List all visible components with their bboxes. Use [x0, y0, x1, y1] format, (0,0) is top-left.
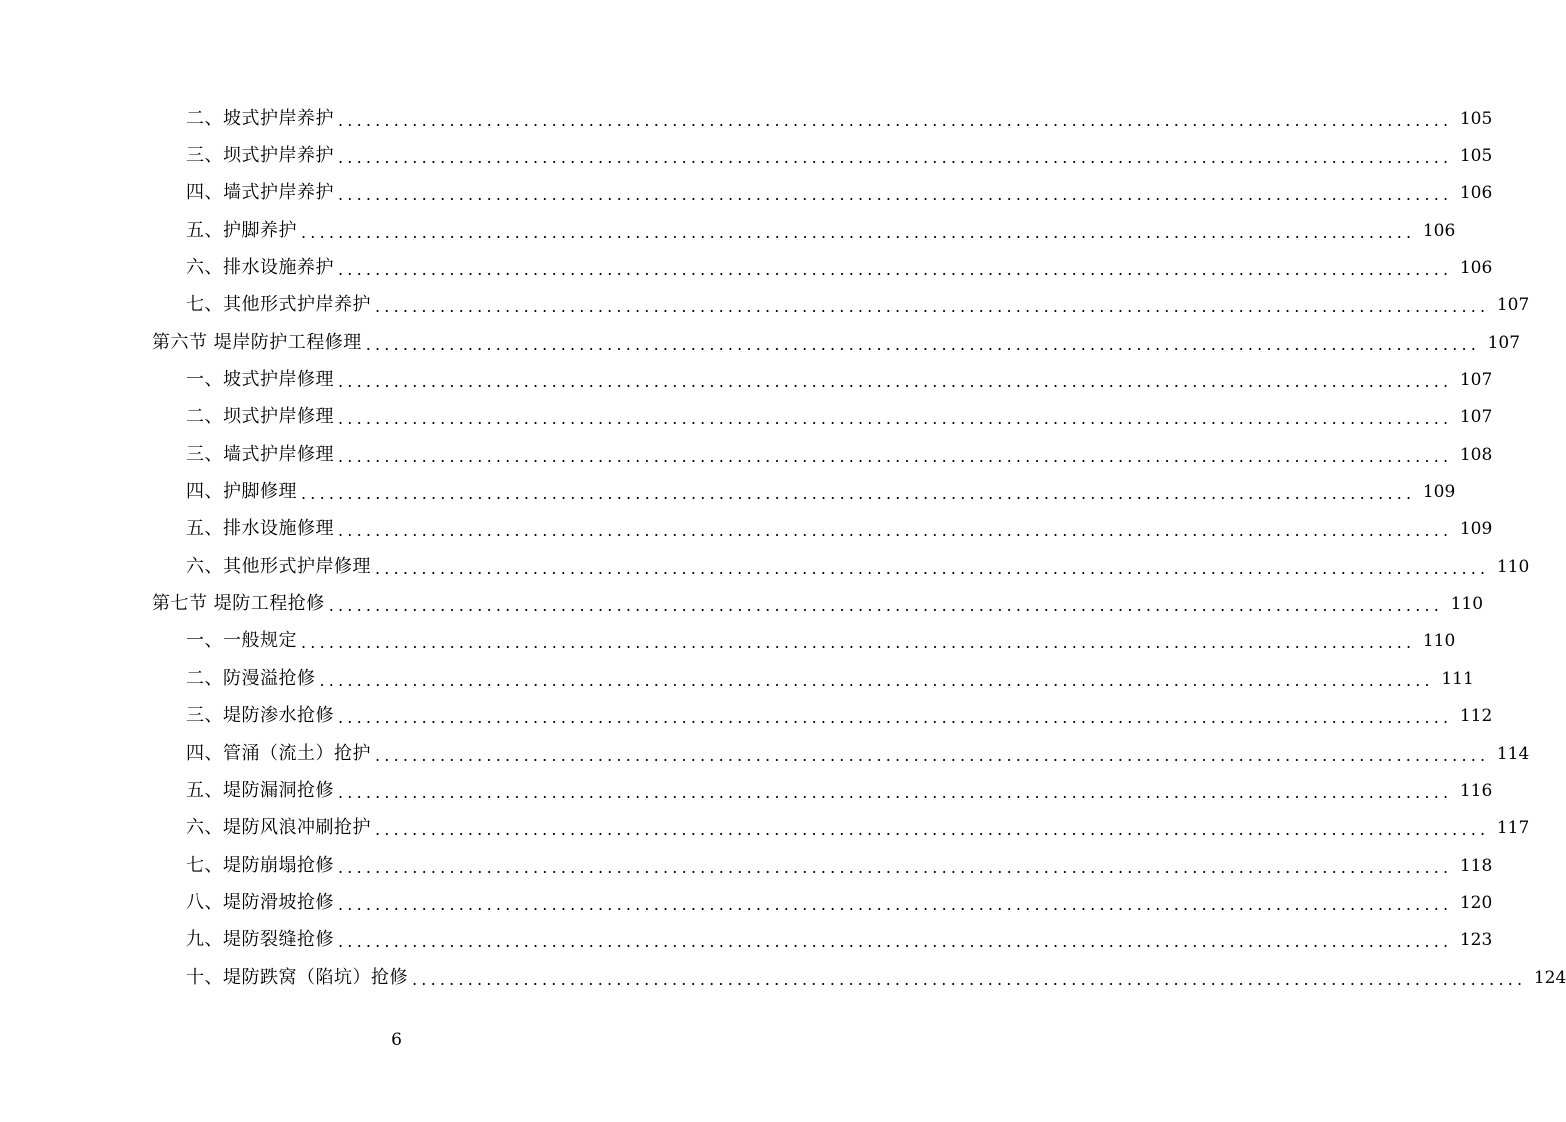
toc-entry-title: 七、其他形式护岸养护 [186, 294, 371, 316]
toc-entry[interactable] [0, 361, 1493, 398]
toc-dot-leader: ........................................................................................................................ [375, 820, 1490, 840]
toc-dot-leader: ........................................................................................................................ [375, 745, 1490, 765]
toc-dot-leader: ........................................................................................................................ [338, 708, 1453, 728]
toc-entry[interactable] [0, 473, 1456, 510]
toc-entry-title: 四、墙式护岸养护 [186, 182, 334, 204]
toc-entry[interactable] [0, 772, 1493, 809]
toc-entry-title: 九、堤防裂缝抢修 [186, 929, 334, 951]
toc-entry[interactable] [0, 959, 1566, 996]
toc-entry-title: 第七节 堤防工程抢修 [152, 593, 325, 615]
toc-entry[interactable] [0, 660, 1474, 697]
toc-entry-page: 123 [1459, 930, 1493, 951]
toc-dot-leader: ........................................................................................................................ [338, 857, 1453, 877]
toc-entry-title: 六、其他形式护岸修理 [186, 555, 371, 577]
toc-section-entry[interactable] [0, 585, 1484, 622]
table-of-contents [0, 100, 1566, 996]
toc-entry[interactable] [0, 212, 1456, 249]
toc-dot-leader: ........................................................................................................................ [301, 484, 1416, 504]
toc-entry[interactable] [0, 511, 1493, 548]
toc-entry-title: 八、堤防滑坡抢修 [186, 891, 334, 913]
toc-entry-page: 109 [1422, 482, 1456, 503]
toc-dot-leader: ........................................................................................................................ [375, 297, 1490, 317]
toc-entry-page: 106 [1459, 183, 1493, 204]
toc-dot-leader: ........................................................................................................................ [301, 633, 1416, 653]
toc-entry-page: 110 [1422, 631, 1456, 652]
toc-entry[interactable] [0, 847, 1493, 884]
toc-entry-title: 三、堤防渗水抢修 [186, 705, 334, 727]
toc-entry-title: 七、堤防崩塌抢修 [186, 854, 334, 876]
toc-dot-leader: ........................................................................................................................ [365, 334, 1481, 354]
toc-entry-title: 二、防漫溢抢修 [186, 667, 316, 689]
toc-entry-page: 120 [1459, 892, 1493, 913]
toc-dot-leader: ........................................................................................................................ [338, 372, 1453, 392]
toc-entry-page: 114 [1496, 743, 1530, 764]
toc-entry[interactable] [0, 810, 1530, 847]
toc-entry-title: 第六节 堤岸防护工程修理 [152, 331, 362, 353]
toc-entry[interactable] [0, 287, 1530, 324]
toc-entry-page: 108 [1459, 444, 1493, 465]
toc-section-entry[interactable] [0, 324, 1521, 361]
toc-dot-leader: ........................................................................................................................ [328, 596, 1444, 616]
toc-dot-leader: ........................................................................................................................ [338, 148, 1453, 168]
toc-entry-title: 五、护脚养护 [186, 219, 297, 241]
toc-entry-page: 106 [1459, 258, 1493, 279]
toc-entry-page: 124 [1533, 967, 1566, 988]
toc-entry[interactable] [0, 884, 1493, 921]
toc-entry-title: 二、坝式护岸修理 [186, 406, 334, 428]
toc-entry[interactable] [0, 249, 1493, 286]
toc-entry-page: 107 [1487, 332, 1521, 353]
toc-dot-leader: ........................................................................................................................ [338, 110, 1453, 130]
toc-entry-page: 117 [1496, 818, 1530, 839]
toc-dot-leader: ........................................................................................................................ [319, 670, 1434, 690]
toc-entry-title: 二、坡式护岸养护 [186, 107, 334, 129]
toc-entry-title: 三、坝式护岸养护 [186, 145, 334, 167]
toc-entry-title: 五、排水设施修理 [186, 518, 334, 540]
toc-entry-page: 110 [1496, 556, 1530, 577]
page-number: 6 [391, 1030, 402, 1050]
toc-entry[interactable] [0, 399, 1493, 436]
toc-entry-title: 六、排水设施养护 [186, 257, 334, 279]
toc-entry-page: 110 [1450, 594, 1484, 615]
toc-entry-page: 116 [1459, 780, 1493, 801]
toc-dot-leader: ........................................................................................................................ [338, 894, 1453, 914]
toc-entry[interactable] [0, 436, 1493, 473]
toc-dot-leader: ........................................................................................................................ [338, 185, 1453, 205]
toc-dot-leader: ........................................................................................................................ [338, 446, 1453, 466]
toc-entry-page: 107 [1496, 295, 1530, 316]
toc-entry-title: 四、管涌（流土）抢护 [186, 742, 371, 764]
toc-entry-title: 一、一般规定 [186, 630, 297, 652]
toc-entry-page: 118 [1459, 855, 1493, 876]
toc-entry-title: 五、堤防漏洞抢修 [186, 779, 334, 801]
toc-entry[interactable] [0, 698, 1493, 735]
toc-dot-leader: ........................................................................................................................ [338, 409, 1453, 429]
toc-dot-leader: ........................................................................................................................ [338, 521, 1453, 541]
toc-entry-title: 十、堤防跌窝（陷坑）抢修 [186, 966, 408, 988]
toc-dot-leader: ........................................................................................................................ [375, 558, 1490, 578]
toc-dot-leader: ........................................................................................................................ [301, 222, 1416, 242]
toc-dot-leader: ........................................................................................................................ [338, 932, 1453, 952]
toc-entry-page: 107 [1459, 370, 1493, 391]
toc-entry-title: 四、护脚修理 [186, 481, 297, 503]
toc-entry[interactable] [0, 922, 1493, 959]
toc-dot-leader: ........................................................................................................................ [412, 969, 1527, 989]
toc-entry-title: 六、堤防风浪冲刷抢护 [186, 817, 371, 839]
toc-entry-page: 107 [1459, 407, 1493, 428]
toc-dot-leader: ........................................................................................................................ [338, 260, 1453, 280]
toc-entry[interactable] [0, 548, 1530, 585]
toc-entry-title: 一、坡式护岸修理 [186, 369, 334, 391]
toc-entry[interactable] [0, 623, 1456, 660]
toc-dot-leader: ........................................................................................................................ [338, 782, 1453, 802]
toc-entry-page: 109 [1459, 519, 1493, 540]
toc-entry-page: 105 [1459, 108, 1493, 129]
toc-entry-title: 三、墙式护岸修理 [186, 443, 334, 465]
toc-entry[interactable] [0, 175, 1493, 212]
toc-entry[interactable] [0, 137, 1493, 174]
toc-entry-page: 105 [1459, 146, 1493, 167]
toc-entry-page: 106 [1422, 220, 1456, 241]
toc-entry[interactable] [0, 100, 1493, 137]
toc-entry-page: 111 [1441, 668, 1474, 689]
toc-entry-page: 112 [1459, 706, 1493, 727]
toc-entry[interactable] [0, 735, 1530, 772]
